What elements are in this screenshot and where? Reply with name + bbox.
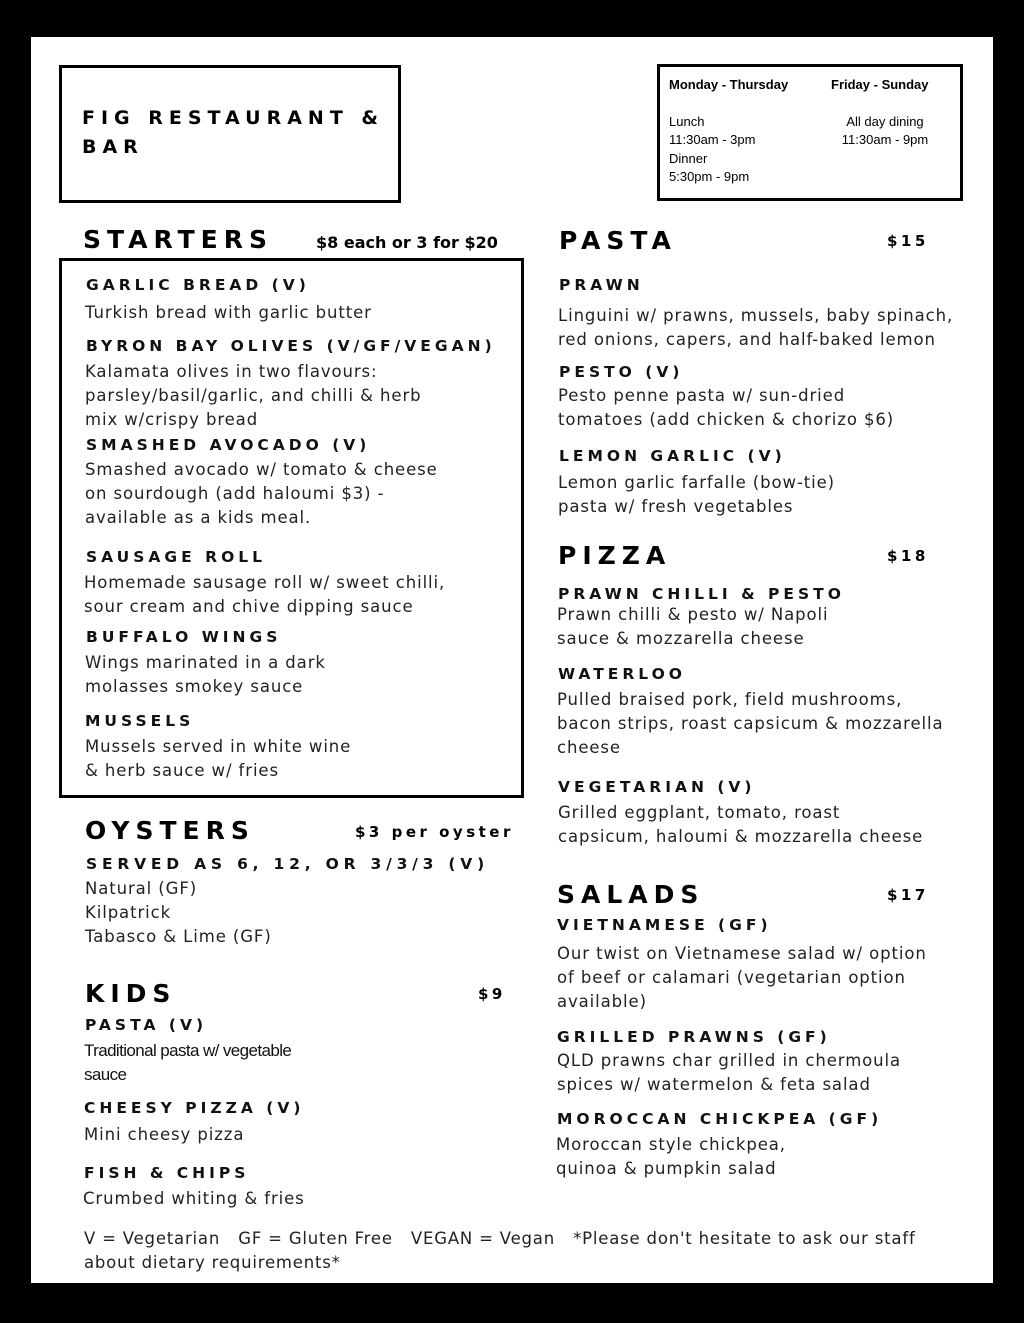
hours-line: 11:30am - 3pm [669,132,756,147]
menu-item-name: GRILLED PRAWNS (GF) [557,1028,831,1046]
menu-item-desc: Traditional pasta w/ vegetable sauce [84,1041,292,1084]
dietary-legend-line: about dietary requirements* [84,1253,341,1272]
menu-item-name: WATERLOO [558,665,686,683]
menu-item-desc: Mussels served in white wine & herb sauce w/ fries [85,737,352,780]
oysters-subtitle: SERVED AS 6, 12, OR 3/3/3 (V) [86,855,489,873]
menu-item-desc: QLD prawns char grilled in chermoula spices w/ watermelon & feta salad [557,1051,902,1094]
menu-item-name: BYRON BAY OLIVES (V/GF/VEGAN) [86,337,496,355]
menu-item-desc: Kalamata olives in two flavours: parsley/basil/garlic, and chilli & herb mix w/crispy bread [85,362,422,429]
menu-item-desc: Pulled braised pork, field mushrooms, bacon strips, roast capsicum & mozzarella cheese [557,690,944,757]
restaurant-name [82,104,384,162]
dietary-legend-line: V = Vegetarian GF = Gluten Free VEGAN = Vegan *Please don't hesitate to ask our staff [84,1229,916,1248]
menu-item-name: BUFFALO WINGS [86,628,282,646]
oysters-list [85,877,272,949]
hours-line: All day dining [846,113,924,129]
menu-item-name: MOROCCAN CHICKPEA (GF) [557,1110,883,1128]
menu-item-desc: Mini cheesy pizza [84,1125,245,1144]
starters-price: $8 each or 3 for $20 [316,233,498,252]
hours-weekday [669,76,788,187]
hours-heading: Monday - Thursday [669,77,789,92]
section-title-starters: STARTERS [83,225,273,254]
menu-item-desc: Our twist on Vietnamese salad w/ option of beef or calamari (vegetarian option available) [557,944,927,1011]
hours-line: Lunch [669,113,705,129]
oyster-option: Tabasco & Lime (GF) [85,927,272,946]
menu-item-desc: Pesto penne pasta w/ sun-dried tomatoes (add chicken & chorizo $6) [558,386,895,429]
dietary-legend [84,1227,916,1275]
hours-line: Dinner [669,150,708,166]
menu-item-desc: Crumbed whiting & fries [83,1189,305,1208]
menu-item-name: SMASHED AVOCADO (V) [86,436,371,454]
menu-item-desc: Homemade sausage roll w/ sweet chilli, sour cream and chive dipping sauce [84,573,446,616]
section-title-salads: SALADS [557,880,705,909]
menu-item-name: GARLIC BREAD (V) [86,276,310,294]
hours-line: 5:30pm - 9pm [669,169,750,184]
menu-page [31,37,993,1283]
salads-price: $17 [887,886,929,904]
menu-item-desc: Moroccan style chickpea, quinoa & pumpkin salad [556,1135,786,1178]
menu-item-name: LEMON GARLIC (V) [559,447,786,465]
menu-item-desc: Prawn chilli & pesto w/ Napoli sauce & mozzarella cheese [557,605,829,648]
menu-item-desc: Linguini w/ prawns, mussels, baby spinach, red onions, capers, and half-baked lemon [558,306,954,349]
menu-item-name: SAUSAGE ROLL [86,548,266,566]
pasta-price: $15 [887,232,929,250]
menu-item-name: PRAWN CHILLI & PESTO [558,585,845,603]
menu-item-name: PASTA (V) [85,1016,208,1034]
oyster-option: Natural (GF) [85,879,198,898]
menu-item-desc: Lemon garlic farfalle (bow-tie) pasta w/ fresh vegetables [558,473,835,516]
section-title-kids: KIDS [85,979,177,1008]
menu-item-name: PESTO (V) [559,363,684,381]
section-title-pasta: PASTA [559,226,677,255]
section-title-pizza: PIZZA [558,541,672,570]
oysters-price: $3 per oyster [355,823,514,841]
menu-item-desc: Smashed avocado w/ tomato & cheese on sourdough (add haloumi $3) - available as a kids meal. [85,460,438,527]
menu-item-desc: Wings marinated in a dark molasses smokey sauce [85,653,326,696]
hours-heading: Friday - Sunday [831,77,929,92]
restaurant-name-line: FIG RESTAURANT & [82,107,384,129]
menu-item-name: VEGETARIAN (V) [558,778,756,796]
hours-weekend [831,76,939,150]
menu-item-name: CHEESY PIZZA (V) [84,1099,305,1117]
menu-item-desc: Grilled eggplant, tomato, roast capsicum, haloumi & mozzarella cheese [558,803,924,846]
menu-item-desc: Turkish bread with garlic butter [85,303,372,322]
section-title-oysters: OYSTERS [85,816,255,845]
menu-item-name: PRAWN [559,276,644,294]
hours-line: 11:30am - 9pm [841,132,929,147]
pizza-price: $18 [887,547,929,565]
menu-item-name: MUSSELS [85,712,195,730]
oyster-option: Kilpatrick [85,903,172,922]
menu-item-name: VIETNAMESE (GF) [557,916,772,934]
menu-item-name: FISH & CHIPS [84,1164,250,1182]
restaurant-name-line: BAR [82,136,144,158]
kids-price: $9 [478,985,506,1003]
